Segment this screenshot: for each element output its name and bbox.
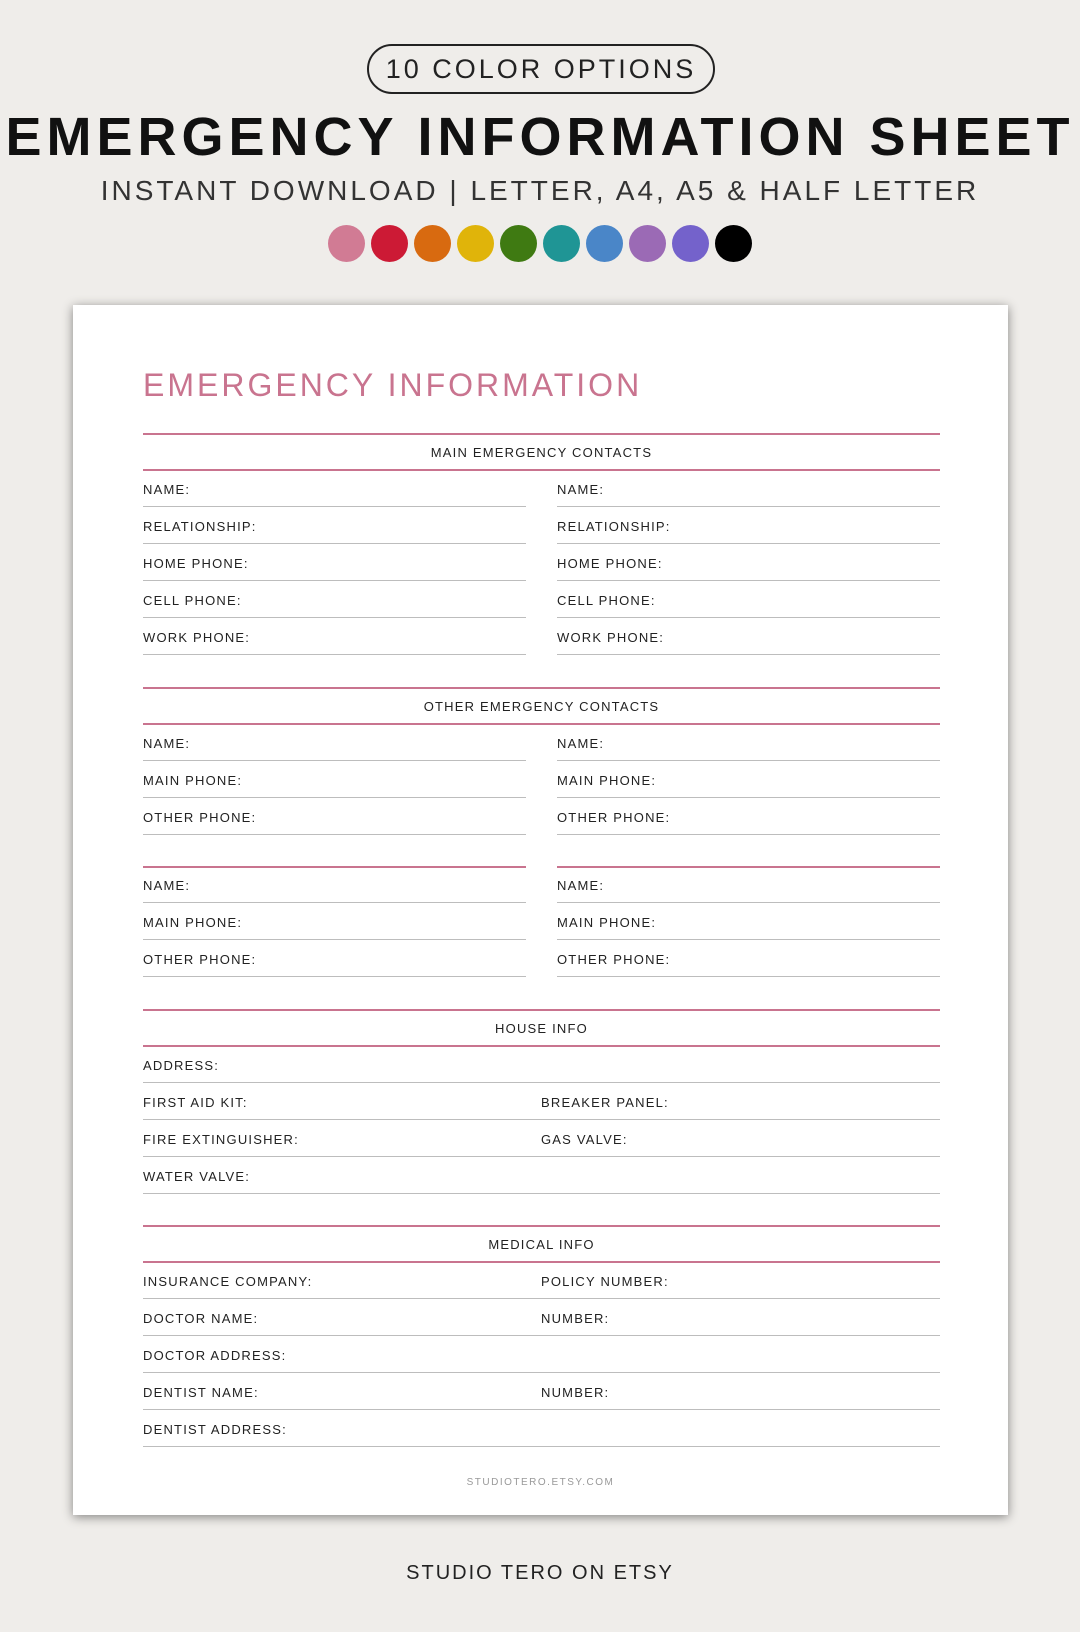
other-contact-field-left-label: NAME: (143, 736, 191, 751)
field-rule (143, 1372, 940, 1373)
other-contact-field-2-right-label: MAIN PHONE: (557, 915, 657, 930)
main-contact-field-left-label: HOME PHONE: (143, 556, 249, 571)
first-aid-label: FIRST AID KIT: (143, 1095, 248, 1110)
field-rule (143, 1298, 940, 1299)
shop-credit: STUDIO TERO ON ETSY (406, 1562, 674, 1584)
water-label: WATER VALVE: (143, 1169, 251, 1184)
emergency-sheet (73, 305, 1008, 1515)
section-rule (143, 1225, 940, 1227)
main-contact-field-right-label: CELL PHONE: (557, 593, 656, 608)
breaker-label: BREAKER PANEL: (541, 1095, 669, 1110)
field-rule (143, 506, 526, 507)
field-rule (143, 1446, 940, 1447)
section-rule (557, 866, 940, 868)
insurance-label: INSURANCE COMPANY: (143, 1274, 313, 1289)
house-info-heading: HOUSE INFO (495, 1021, 588, 1036)
swatch-violet (672, 225, 709, 262)
sheet-title: EMERGENCY INFORMATION (143, 367, 643, 403)
swatch-green (500, 225, 537, 262)
main-contacts-heading: MAIN EMERGENCY CONTACTS (430, 445, 653, 460)
main-contact-field-right-label: NAME: (557, 482, 605, 497)
swatch-yellow (457, 225, 494, 262)
address-label: ADDRESS: (143, 1058, 220, 1073)
other-contact-field-2-left-label: MAIN PHONE: (143, 915, 243, 930)
field-rule (143, 834, 526, 835)
swatch-black (715, 225, 752, 262)
color-swatches (0, 225, 1080, 262)
main-contact-field-right-label: WORK PHONE: (557, 630, 665, 645)
field-rule (143, 617, 526, 618)
main-contact-field-left-label: WORK PHONE: (143, 630, 251, 645)
product-title: EMERGENCY INFORMATION SHEET (5, 107, 1075, 167)
field-rule (143, 760, 526, 761)
field-rule (143, 976, 526, 977)
swatch-teal (543, 225, 580, 262)
section-rule (143, 1261, 940, 1263)
field-rule (143, 1409, 940, 1410)
field-rule (557, 834, 940, 835)
field-rule (143, 902, 526, 903)
swatch-orange (414, 225, 451, 262)
other-contact-field-2-right-label: NAME: (557, 878, 605, 893)
main-contact-field-left-label: CELL PHONE: (143, 593, 242, 608)
field-rule (557, 797, 940, 798)
other-contact-field-right-label: NAME: (557, 736, 605, 751)
section-rule (143, 723, 940, 725)
swatch-blue (586, 225, 623, 262)
field-rule (557, 902, 940, 903)
other-contact-field-right-label: OTHER PHONE: (557, 810, 671, 825)
other-contacts-heading: OTHER EMERGENCY CONTACTS (423, 699, 660, 714)
main-contact-field-right-label: HOME PHONE: (557, 556, 663, 571)
doctor-number-label: NUMBER: (541, 1311, 610, 1326)
field-rule (143, 1119, 940, 1120)
field-rule (557, 506, 940, 507)
swatch-pink (328, 225, 365, 262)
field-rule (557, 654, 940, 655)
footer-url: STUDIOTERO.ETSY.COM (466, 1477, 615, 1488)
section-rule (143, 687, 940, 689)
field-rule (143, 939, 526, 940)
product-subtitle: INSTANT DOWNLOAD | LETTER, A4, A5 & HALF LETTER (100, 175, 980, 206)
main-contact-field-left-label: NAME: (143, 482, 191, 497)
color-options-badge: 10 COLOR OPTIONS (367, 44, 715, 94)
section-rule (143, 433, 940, 435)
other-contact-field-2-left-label: NAME: (143, 878, 191, 893)
other-contact-field-2-left-label: OTHER PHONE: (143, 952, 257, 967)
swatch-red (371, 225, 408, 262)
swatch-purple (629, 225, 666, 262)
other-contact-field-2-right-label: OTHER PHONE: (557, 952, 671, 967)
field-rule (143, 1335, 940, 1336)
section-rule (143, 469, 940, 471)
dentist-name-label: DENTIST NAME: (143, 1385, 259, 1400)
field-rule (143, 1156, 940, 1157)
dentist-address-label: DENTIST ADDRESS: (143, 1422, 287, 1437)
dentist-number-label: NUMBER: (541, 1385, 610, 1400)
field-rule (143, 797, 526, 798)
other-contact-field-left-label: OTHER PHONE: (143, 810, 257, 825)
field-rule (557, 760, 940, 761)
section-rule (143, 1009, 940, 1011)
field-rule (143, 580, 526, 581)
section-rule (143, 866, 526, 868)
other-contact-field-left-label: MAIN PHONE: (143, 773, 243, 788)
field-rule (143, 1082, 940, 1083)
field-rule (557, 939, 940, 940)
policy-label: POLICY NUMBER: (541, 1274, 669, 1289)
field-rule (143, 1193, 940, 1194)
doctor-name-label: DOCTOR NAME: (143, 1311, 259, 1326)
section-rule (143, 1045, 940, 1047)
extinguisher-label: FIRE EXTINGUISHER: (143, 1132, 299, 1147)
field-rule (143, 654, 526, 655)
field-rule (557, 580, 940, 581)
gas-label: GAS VALVE: (541, 1132, 628, 1147)
doctor-address-label: DOCTOR ADDRESS: (143, 1348, 287, 1363)
field-rule (557, 543, 940, 544)
other-contact-field-right-label: MAIN PHONE: (557, 773, 657, 788)
medical-info-heading: MEDICAL INFO (488, 1237, 595, 1252)
field-rule (143, 543, 526, 544)
main-contact-field-left-label: RELATIONSHIP: (143, 519, 257, 534)
main-contact-field-right-label: RELATIONSHIP: (557, 519, 671, 534)
field-rule (557, 976, 940, 977)
field-rule (557, 617, 940, 618)
